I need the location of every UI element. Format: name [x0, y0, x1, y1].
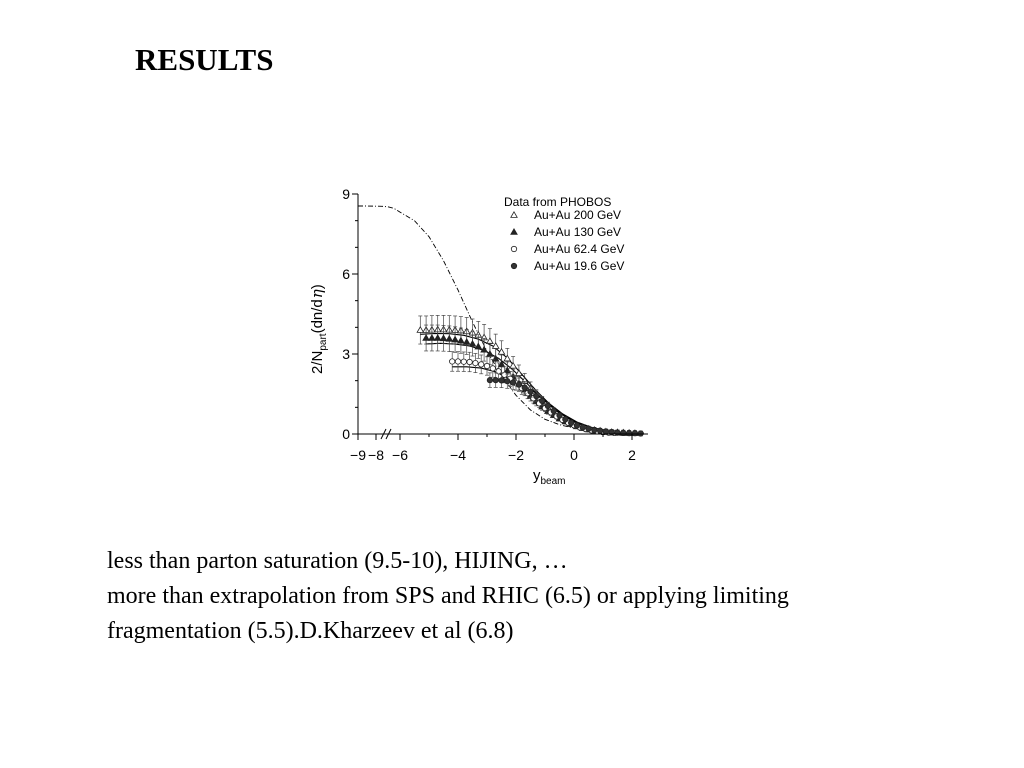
data-point	[505, 379, 510, 384]
y-tick-label: 3	[342, 346, 350, 362]
data-point	[499, 378, 504, 383]
data-point	[563, 417, 568, 422]
x-tick-label: 0	[570, 447, 578, 463]
data-point	[493, 377, 498, 382]
y-tick-label: 6	[342, 266, 350, 282]
series-3	[450, 352, 618, 436]
y-label-greek-eta: η	[308, 289, 326, 299]
data-point	[626, 431, 631, 436]
data-point	[429, 335, 435, 341]
body-line-3: fragmentation (5.5).D.Kharzeev et al (6.8)	[107, 618, 514, 644]
data-point	[592, 427, 597, 432]
data-point	[638, 431, 643, 436]
legend-marker	[511, 246, 516, 251]
data-point	[545, 403, 550, 408]
data-point	[522, 385, 527, 390]
y-tick-label: 0	[342, 426, 350, 442]
body-line-2: more than extrapolation from SPS and RHIC (6.5) or applying limiting	[107, 583, 789, 609]
y-axis	[342, 186, 358, 442]
data-point	[597, 428, 602, 433]
data-point	[551, 408, 556, 413]
data-point	[452, 336, 458, 342]
legend-marker	[511, 212, 517, 218]
data-point	[467, 359, 472, 364]
data-point	[487, 338, 493, 344]
x-tick-label: −4	[450, 447, 466, 463]
data-point	[574, 423, 579, 428]
data-point	[528, 389, 533, 394]
fit-curves-group	[420, 334, 643, 434]
data-point	[450, 359, 455, 364]
data-point	[440, 335, 446, 341]
data-point	[539, 398, 544, 403]
data-point	[586, 426, 591, 431]
body-text	[107, 544, 789, 649]
y-axis-label: $2/N_{part}(dn/d\eta)$	[308, 284, 329, 374]
data-point	[580, 425, 585, 430]
data-point	[510, 363, 516, 369]
legend-title: Data from PHOBOS	[504, 195, 612, 209]
data-point	[423, 335, 429, 341]
data-point	[487, 377, 492, 382]
x-tick-label: −6	[392, 447, 408, 463]
data-point	[417, 327, 423, 333]
data-point	[632, 431, 637, 436]
legend-entry: Au+Au 200 GeV	[534, 208, 622, 222]
data-point	[516, 382, 521, 387]
data-point	[458, 337, 464, 343]
x-tick-label: −8	[368, 447, 384, 463]
fit-curve	[420, 334, 638, 434]
legend-marker	[511, 263, 516, 268]
data-point	[479, 362, 484, 367]
chart	[295, 178, 665, 498]
model-curve-group	[358, 206, 644, 433]
data-point	[490, 366, 495, 371]
model-curve	[358, 206, 644, 433]
x-tick-label: 2	[628, 447, 636, 463]
data-point	[615, 430, 620, 435]
slide-title: RESULTS	[135, 42, 274, 77]
x-axis-label: $y_{beam}$	[533, 467, 566, 487]
x-axis-label-sub: beam	[540, 476, 566, 487]
data-point	[461, 359, 466, 364]
x-tick-label: −9	[350, 447, 366, 463]
data-point	[435, 335, 441, 341]
data-point	[446, 336, 452, 342]
legend-entry: Au+Au 62.4 GeV	[534, 242, 625, 256]
data-point	[534, 393, 539, 398]
data-point	[464, 339, 470, 345]
data-point	[557, 413, 562, 418]
data-point	[484, 363, 489, 368]
legend	[504, 195, 624, 273]
body-line-1: less than parton saturation (9.5-10), HIJING, …	[107, 548, 568, 574]
series-4	[487, 373, 643, 436]
legend-marker	[511, 229, 517, 235]
y-tick-label: 9	[342, 186, 350, 202]
legend-entry: Au+Au 130 GeV	[534, 225, 622, 239]
legend-entry: Au+Au 19.6 GeV	[534, 259, 625, 273]
data-point	[473, 360, 478, 365]
data-point	[603, 429, 608, 434]
data-point	[621, 430, 626, 435]
data-point	[568, 420, 573, 425]
x-tick-label: −2	[508, 447, 524, 463]
x-axis	[350, 434, 648, 463]
data-point	[469, 341, 475, 347]
data-point	[510, 380, 515, 385]
data-point	[455, 359, 460, 364]
